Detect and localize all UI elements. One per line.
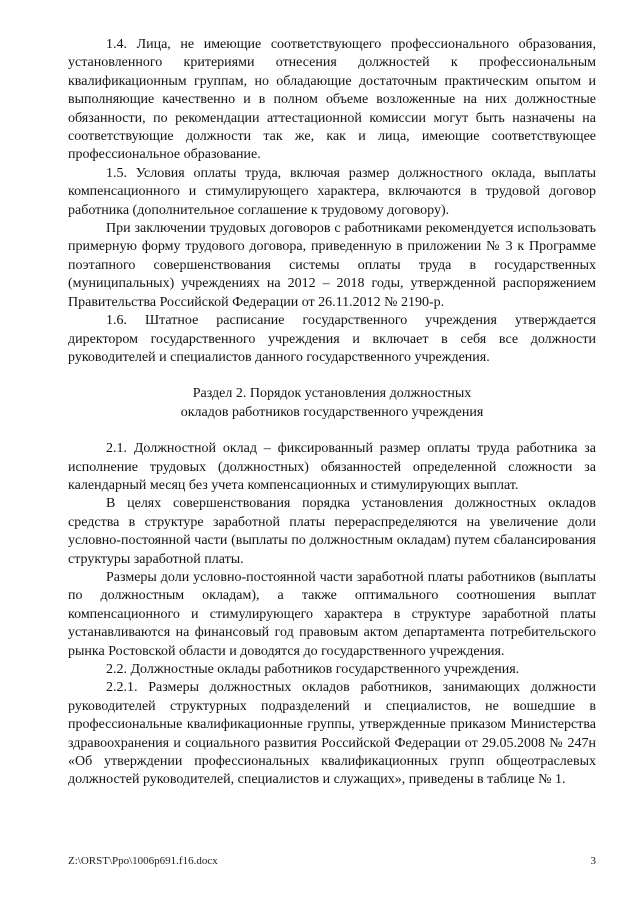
paragraph-2-1: 2.1. Должностной оклад – фиксированный размер оплаты труда работника за исполнение трудовых (должностных) обязанностей определенной сложности за календарный месяц без учета компенсационных и стимулирующих выплат. [68,441,596,493]
section-heading-line-1: Раздел 2. Порядок установления должностных [192,386,472,402]
paragraph-salary-structure: В целях совершенствования порядка установления должностных окладов средства в структуре заработной платы перераспределяются на увеличение доли условно-постоянной части (выплаты по должностным окладам) путем сбалансирования структуры заработной платы. [68,496,596,567]
paragraph-1-5: 1.5. Условия оплаты труда, включая размер должностного оклада, выплаты компенсационного и стимулирующего характера, включаются в трудовой договор работника (дополнительное соглашение к трудовому договору). [68,165,596,218]
page-number: 3 [590,855,596,867]
paragraph-1-4: 1.4. Лица, не имеющие соответствующего профессионального образования, установленного критериями отнесения должностей к профессиональным квалификационным группам, но обладающие достаточным практическим опытом и выполняющие качественно и в полном объеме возложенные на них должностные обязанности, по рекомендации аттестационной комиссии могут быть назначены на соответствующие должности так же, как и лица, имеющие соответствующее профессиональное образование. [68,37,596,163]
paragraph-1-6: 1.6. Штатное расписание государственного учреждения утверждается директором государственного учреждения и включает в себя все должности руководителей и специалистов данного государственного учреждения. [68,313,596,365]
paragraph-contract-form: При заключении трудовых договоров с работниками рекомендуется использовать примерную форму трудового договора, приведенную в приложении № 3 к Программе поэтапного совершенствования системы оплаты труда в государственных (муниципальных) учреждениях на 2012 – 2018 годы, утвержденной распоряжением Правительства Российской Федерации от 26.11.2012 № 2190-р. [68,221,596,310]
paragraph-share-sizes: Размеры доли условно-постоянной части заработной платы работников (выплаты по должностным окладам), а также оптимального соотношения выплат компенсационного и стимулирующего характера в структуре заработной платы устанавливаются на финансовый год правовым актом департамента потребительского рынка Ростовской области и доводятся до государственного учреждения. [68,569,596,659]
paragraph-2-2-1: 2.2.1. Размеры должностных окладов работников, занимающих должности руководителей структурных подразделений и специалистов, не вошедшие в профессиональные квалификационные группы, утвержденные приказом Министерства здравоохранения и социального развития Российской Федерации от 29.05.2008 № 247н «Об утверждении профессиональных квалификационных групп общеотраслевых должностей руководителей, специалистов и служащих», приведены в таблице № 1. [68,680,596,788]
section-2-heading [68,385,596,422]
section-heading-line-2: окладов работников государственного учреждения [180,404,484,420]
document-body [68,36,596,790]
paragraph-2-2: 2.2. Должностные оклады работников государственного учреждения. [106,662,520,677]
footer-file-path: Z:\ORST\Ppo\1006p691.f16.docx [68,855,218,867]
